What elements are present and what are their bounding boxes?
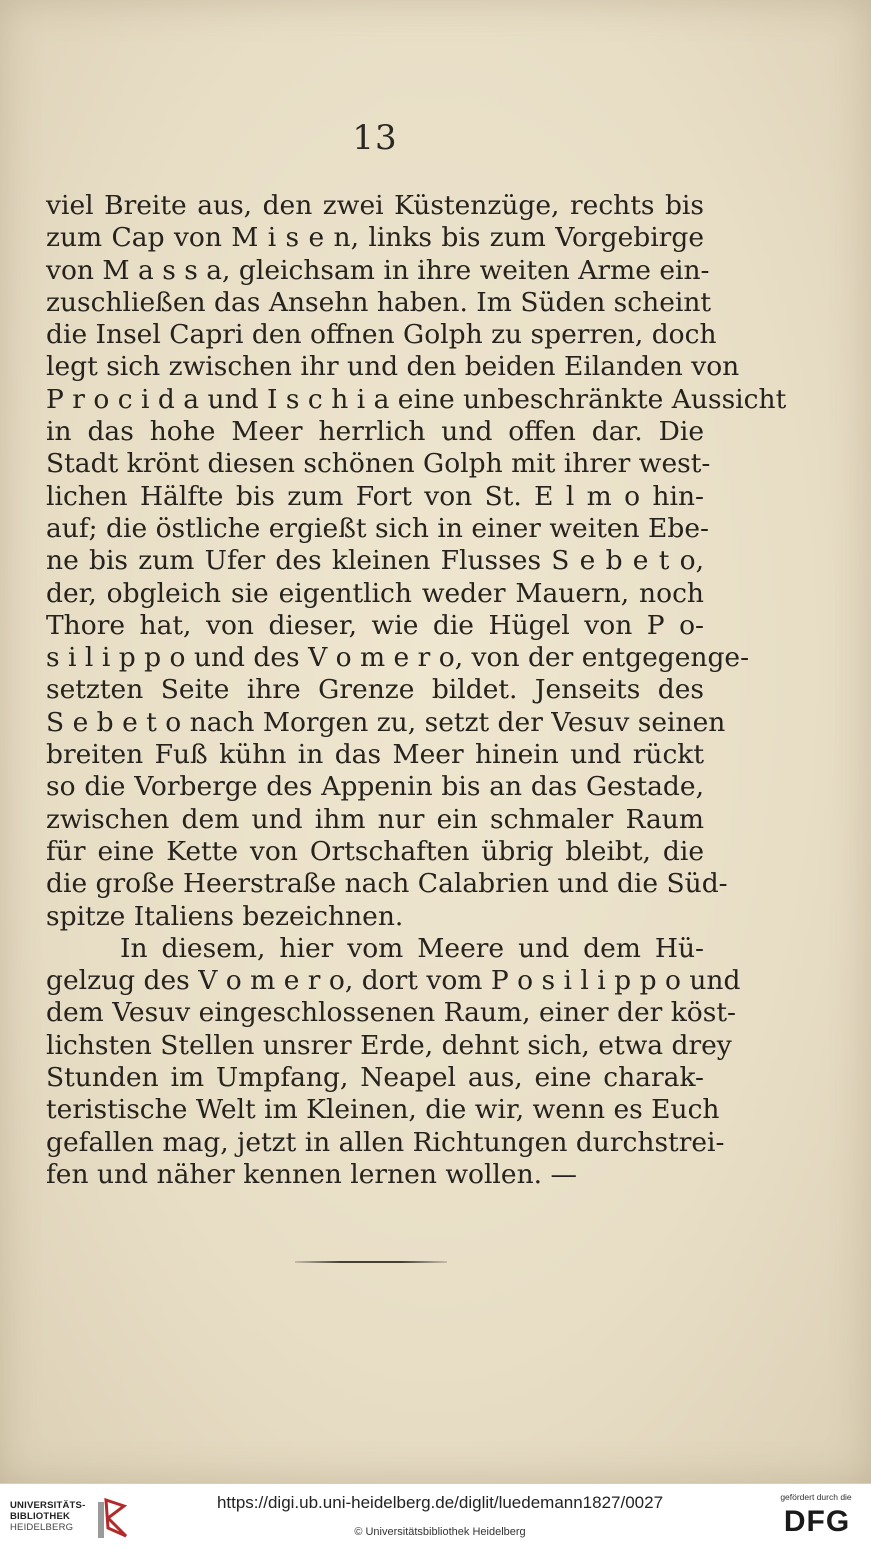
text-line: zuschließen das Ansehn haben. Im Süden scheint xyxy=(46,286,712,318)
text-line: In diesem, hier vom Meere und dem Hü- xyxy=(120,932,704,964)
text-line: gelzug des V o m e r o, dort vom P o s i l i p p o und xyxy=(46,965,741,997)
logo-text-line3: HEIDELBERG xyxy=(10,1522,74,1533)
dfg-funder-logo[interactable] xyxy=(770,1492,862,1544)
text-line: P r o c i d a und I s c h i a eine unbeschränkte Aussicht xyxy=(46,383,787,415)
text-line: lichsten Stellen unsrer Erde, dehnt sich, etwa drey xyxy=(46,1029,732,1061)
logo-text-line2: BIBLIOTHEK xyxy=(10,1511,71,1522)
text-line: breiten Fuß kühn in das Meer hinein und rückt xyxy=(46,739,704,771)
text-line: viel Breite aus, den zwei Küstenzüge, rechts bis xyxy=(46,190,704,221)
page-number: 13 xyxy=(352,118,398,158)
text-line: die Insel Capri den offnen Golph zu sperren, doch xyxy=(46,319,717,351)
text-line: auf; die östliche ergießt sich in einer weiten Ebe- xyxy=(46,512,709,544)
dfg-logo-text: DFG xyxy=(783,1505,851,1538)
text-line: s i l i p p o und des V o m e r o, von der entgegenge- xyxy=(46,642,750,674)
text-line: fen und näher kennen lernen wollen. — xyxy=(46,1158,578,1190)
text-line: in das hohe Meer herrlich und offen dar. Die xyxy=(46,416,704,448)
text-line: lichen Hälfte bis zum Fort von St. E l m o hin- xyxy=(46,480,704,512)
text-line: für eine Kette von Ortschaften übrig bleibt, die xyxy=(46,835,704,867)
text-line: Thore hat, von dieser, wie die Hügel von P o- xyxy=(46,609,704,641)
text-line: zum Cap von M i s e n, links bis zum Vorgebirge xyxy=(46,222,704,254)
text-line: dem Vesuv eingeschlossenen Raum, einer der köst- xyxy=(46,997,736,1029)
permalink-url[interactable]: https://digi.ub.uni-heidelberg.de/diglit/luedemann1827/0027 xyxy=(216,1493,664,1512)
text-line: zwischen dem und ihm nur ein schmaler Raum xyxy=(46,803,704,835)
text-line: teristische Welt im Kleinen, die wir, wenn es Euch xyxy=(46,1094,720,1126)
text-line: Stunden im Umpfang, Neapel aus, eine charak- xyxy=(46,1062,704,1094)
text-line: S e b e t o nach Morgen zu, setzt der Vesuv seinen xyxy=(46,706,726,738)
text-line: so die Vorberge des Appenin bis an das Gestade, xyxy=(46,771,704,803)
funder-caption: gefördert durch die xyxy=(780,1492,852,1502)
text-line: von M a s s a, gleichsam in ihre weiten Arme ein- xyxy=(46,254,710,286)
text-line: spitze Italiens bezeichnen. xyxy=(46,900,404,932)
text-line: legt sich zwischen ihr und den beiden Eilanden von xyxy=(46,351,740,383)
text-line: die große Heerstraße nach Calabrien und die Süd- xyxy=(46,868,728,900)
text-line: Stadt krönt diesen schönen Golph mit ihrer west- xyxy=(46,448,711,480)
ub-heidelberg-logo[interactable] xyxy=(10,1498,130,1538)
text-line: gefallen mag, jetzt in allen Richtungen durchstrei- xyxy=(46,1126,725,1158)
viewer-footer xyxy=(0,1483,871,1549)
ub-logo-mark-icon xyxy=(94,1496,130,1542)
section-divider xyxy=(295,1261,447,1263)
copyright-notice: © Universitätsbibliothek Heidelberg xyxy=(354,1526,526,1538)
logo-text-line1: UNIVERSITÄTS- xyxy=(10,1500,86,1511)
text-line: der, obgleich sie eigentlich weder Mauern, noch xyxy=(46,577,704,609)
text-line: setzten Seite ihre Grenze bildet. Jenseits des xyxy=(46,674,704,706)
body-text xyxy=(46,190,787,1191)
text-line: ne bis zum Ufer des kleinen Flusses S e b e t o, xyxy=(46,545,704,577)
